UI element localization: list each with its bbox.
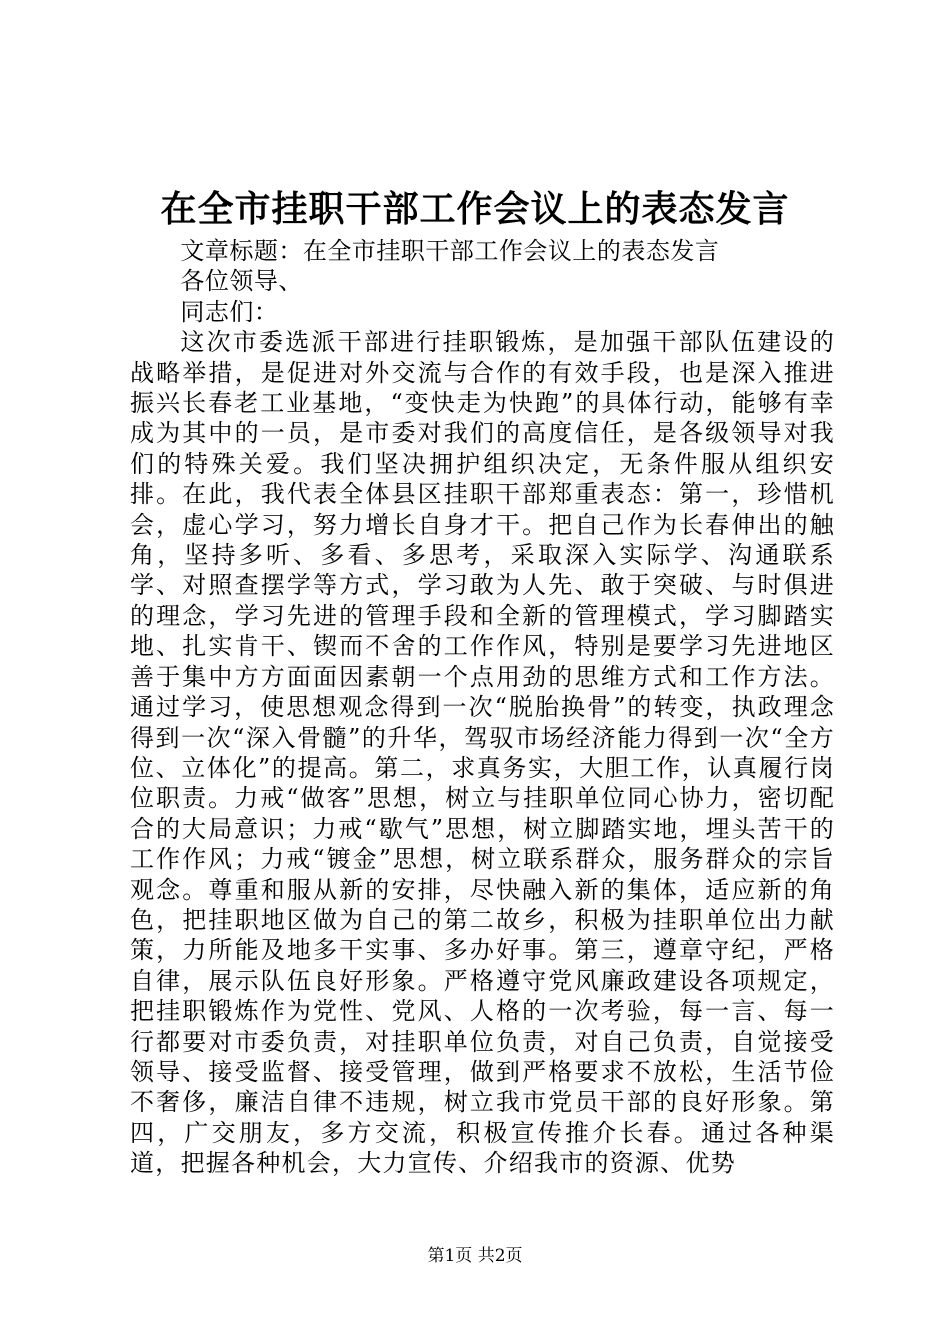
greeting-line-1: 各位领导、 — [180, 267, 303, 296]
greeting-line-2: 同志们： — [180, 297, 279, 326]
document-body — [130, 236, 835, 1179]
page-footer: 第1页 共2页 — [427, 1246, 523, 1266]
body-paragraph: 这次市委选派干部进行挂职锻炼，是加强干部队伍建设的战略举措，是促进对外交流与合作的有效手段，也是深入推进振兴长春老工业基地，“变快走为快跑”的具体行动，能够有幸成为其中的一员，是市委对我们的高度信任，是各级领导对我们的特殊关爱。我们坚决拥护组织决定，无条件服从组织安排。在此，我代表全体县区挂职干部郑重表态：第一，珍惜机会，虚心学习，努力增长自身才干。把自己作为长春伸出的触角，坚持多听、多看、多思考，采取深入实际学、沟通联系学、对照查摆学等方式，学习敢为人先、敢于突破、与时俱进的理念，学习先进的管理手段和全新的管理模式，学习脚踏实地、扎实肯干、锲而不舍的工作作风，特别是要学习先进地区善于集中方方面面因素朝一个点用劲的思维方式和工作方法。通过学习，使思想观念得到一次“脱胎换骨”的转变，执政理念得到一次“深入骨髓”的升华，驾驭市场经济能力得到一次“全方位、立体化”的提高。第二，求真务实，大胆工作，认真履行岗位职责。力戒“做客”思想，树立与挂职单位同心协力，密切配合的大局意识；力戒“歇气”思想，树立脚踏实地，埋头苦干的工作作风；力戒“镀金”思想，树立联系群众，服务群众的宗旨观念。尊重和服从新的安排，尽快融入新的集体，适应新的角色，把挂职地区做为自己的第二故乡，积极为挂职单位出力献策，力所能及地多干实事、多办好事。第三，遵章守纪，严格自律，展示队伍良好形象。严格遵守党风廉政建设各项规定，把挂职锻炼作为党性、党风、人格的一次考验，每一言、每一行都要对市委负责，对挂职单位负责，对自己负责，自觉接受领导、接受监督、接受管理，做到严格要求不放松，生活节俭不奢侈，廉洁自律不违规，树立我市党员干部的良好形象。第四，广交朋友，多方交流，积极宣传推介长春。通过各种渠道，把握各种机会，大力宣传、介绍我市的资源、优势 — [130, 328, 835, 1178]
article-title-line: 文章标题：在全市挂职干部工作会议上的表态发言 — [180, 237, 720, 265]
document-title: 在全市挂职干部工作会议上的表态发言 — [160, 188, 790, 230]
